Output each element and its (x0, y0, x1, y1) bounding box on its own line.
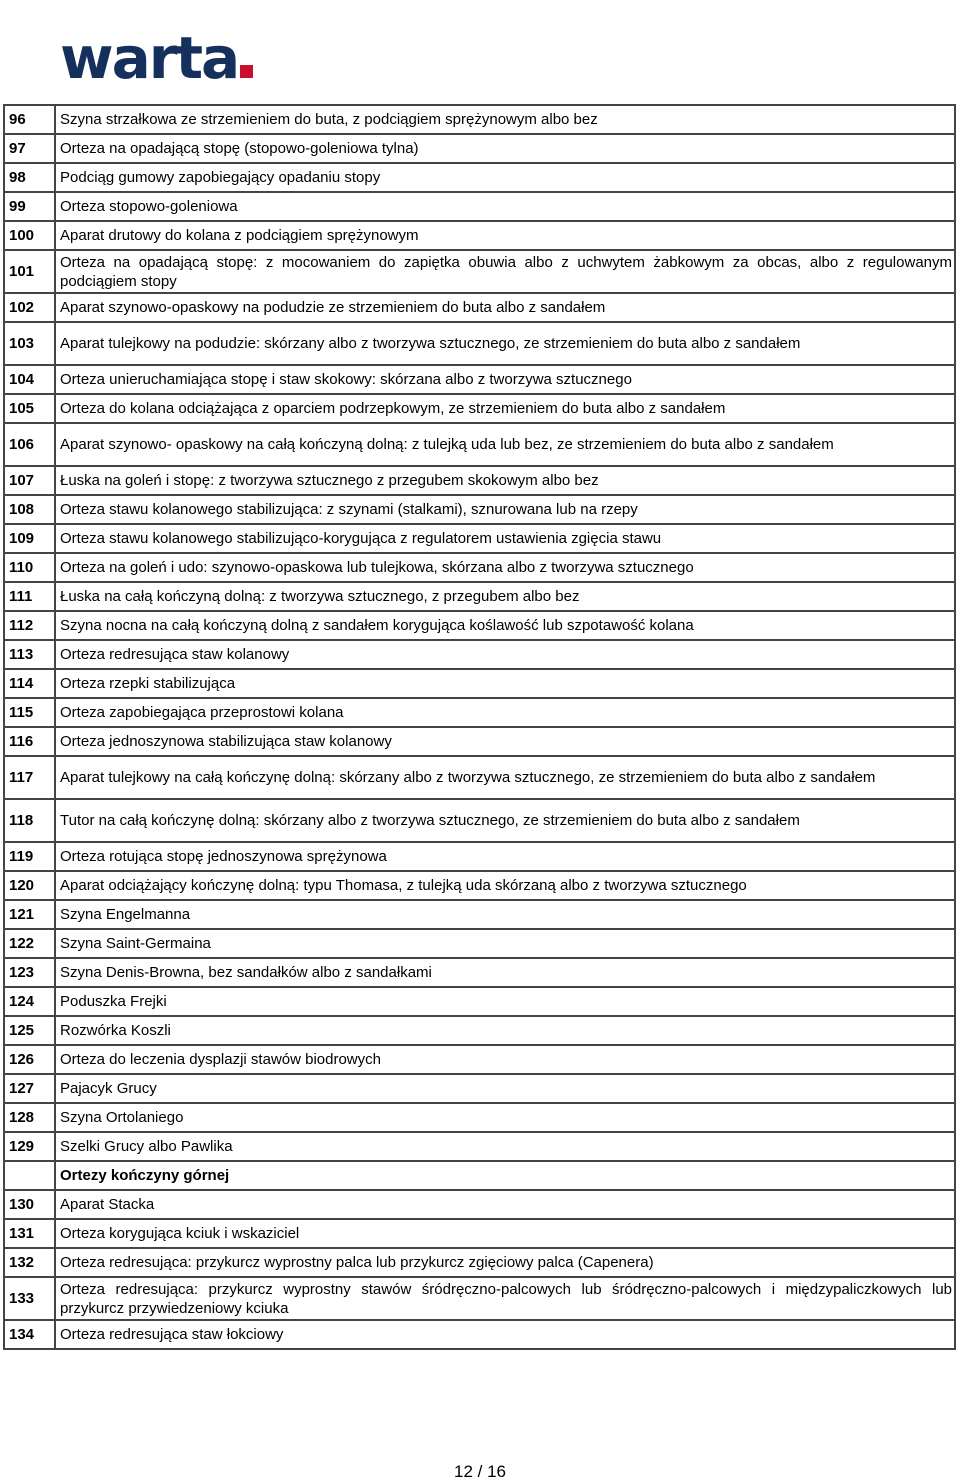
item-description: Orteza stopowo-goleniowa (55, 192, 955, 221)
item-number: 115 (4, 698, 55, 727)
table-row (4, 293, 955, 322)
item-description: Orteza stawu kolanowego stabilizująca: z szynami (stalkami), sznurowana lub na rzepy (55, 495, 955, 524)
table-row (4, 958, 955, 987)
table-row (4, 423, 955, 466)
logo-accent-square (240, 65, 253, 78)
table-row (4, 1103, 955, 1132)
item-description: Orteza zapobiegająca przeprostowi kolana (55, 698, 955, 727)
table-row (4, 466, 955, 495)
item-number: 120 (4, 871, 55, 900)
item-description: Łuska na całą kończyną dolną: z tworzywa sztucznego, z przegubem albo bez (55, 582, 955, 611)
table-row (4, 192, 955, 221)
item-number: 118 (4, 799, 55, 842)
table-row (4, 1320, 955, 1349)
item-description: Orteza korygująca kciuk i wskaziciel (55, 1219, 955, 1248)
item-number: 110 (4, 553, 55, 582)
item-number: 99 (4, 192, 55, 221)
item-number: 126 (4, 1045, 55, 1074)
item-number: 98 (4, 163, 55, 192)
item-description: Szyna Ortolaniego (55, 1103, 955, 1132)
item-number: 128 (4, 1103, 55, 1132)
item-description: Orteza na opadającą stopę: z mocowaniem do zapiętka obuwia albo z uchwytem żabkowym za obcas, albo z regulowanym podciągiem stopy (55, 250, 955, 293)
section-title: Ortezy kończyny górnej (55, 1161, 955, 1190)
table-row (4, 553, 955, 582)
item-number: 108 (4, 495, 55, 524)
page-number: 12 / 16 (454, 1462, 506, 1481)
item-number: 129 (4, 1132, 55, 1161)
item-number: 121 (4, 900, 55, 929)
table-row (4, 250, 955, 293)
table-row (4, 727, 955, 756)
item-number: 134 (4, 1320, 55, 1349)
item-number: 105 (4, 394, 55, 423)
item-description: Aparat drutowy do kolana z podciągiem sprężynowym (55, 221, 955, 250)
item-description: Orteza redresująca: przykurcz wyprostny palca lub przykurcz zgięciowy palca (Capenera) (55, 1248, 955, 1277)
table-row (4, 871, 955, 900)
item-number: 122 (4, 929, 55, 958)
item-number: 117 (4, 756, 55, 799)
table-row (4, 1190, 955, 1219)
item-number: 127 (4, 1074, 55, 1103)
item-number: 132 (4, 1248, 55, 1277)
table-row (4, 756, 955, 799)
table-row (4, 105, 955, 134)
item-number: 96 (4, 105, 55, 134)
item-number: 116 (4, 727, 55, 756)
item-description: Orteza stawu kolanowego stabilizująco-korygująca z regulatorem ustawienia zgięcia stawu (55, 524, 955, 553)
item-description: Orteza jednoszynowa stabilizująca staw kolanowy (55, 727, 955, 756)
item-description: Szyna Saint-Germaina (55, 929, 955, 958)
table-body (4, 105, 955, 1349)
item-number (4, 1161, 55, 1190)
item-number: 124 (4, 987, 55, 1016)
item-description: Podciąg gumowy zapobiegający opadaniu stopy (55, 163, 955, 192)
item-number: 100 (4, 221, 55, 250)
item-description: Aparat szynowo- opaskowy na całą kończyną dolną: z tulejką uda lub bez, ze strzemieniem do buta albo z sandałem (55, 423, 955, 466)
table-row (4, 365, 955, 394)
table-row (4, 1277, 955, 1320)
item-number: 109 (4, 524, 55, 553)
orthoses-table (3, 104, 956, 1350)
item-number: 133 (4, 1277, 55, 1320)
item-description: Orteza redresująca staw łokciowy (55, 1320, 955, 1349)
table-row (4, 669, 955, 698)
item-description: Aparat szynowo-opaskowy na podudzie ze strzemieniem do buta albo z sandałem (55, 293, 955, 322)
item-description: Szyna Engelmanna (55, 900, 955, 929)
table-row (4, 163, 955, 192)
item-number: 114 (4, 669, 55, 698)
item-description: Orteza redresująca staw kolanowy (55, 640, 955, 669)
table-row (4, 582, 955, 611)
table-row (4, 987, 955, 1016)
section-header-row (4, 1161, 955, 1190)
warta-logo (60, 24, 253, 92)
item-description: Szyna Denis-Browna, bez sandałków albo z sandałkami (55, 958, 955, 987)
item-description: Tutor na całą kończynę dolną: skórzany albo z tworzywa sztucznego, ze strzemieniem do buta albo z sandałem (55, 799, 955, 842)
item-description: Rozwórka Koszli (55, 1016, 955, 1045)
item-description: Orteza na goleń i udo: szynowo-opaskowa lub tulejkowa, skórzana albo z tworzywa sztucznego (55, 553, 955, 582)
item-description: Pajacyk Grucy (55, 1074, 955, 1103)
item-description: Aparat tulejkowy na podudzie: skórzany albo z tworzywa sztucznego, ze strzemieniem do buta albo z sandałem (55, 322, 955, 365)
item-number: 123 (4, 958, 55, 987)
item-description: Orteza do leczenia dysplazji stawów biodrowych (55, 1045, 955, 1074)
item-description: Orteza unieruchamiająca stopę i staw skokowy: skórzana albo z tworzywa sztucznego (55, 365, 955, 394)
table-row (4, 640, 955, 669)
table-row (4, 929, 955, 958)
table-row (4, 1132, 955, 1161)
item-description: Orteza redresująca: przykurcz wyprostny stawów śródręczno-palcowych lub śródręczno-palcowych i międzypaliczkowych lub przykurcz przywiedzeniowy kciuka (55, 1277, 955, 1320)
table-row (4, 322, 955, 365)
table-row (4, 495, 955, 524)
item-number: 104 (4, 365, 55, 394)
logo-wordmark: warta (60, 24, 239, 92)
item-description: Szyna strzałkowa ze strzemieniem do buta, z podciągiem sprężynowym albo bez (55, 105, 955, 134)
item-number: 101 (4, 250, 55, 293)
table-row (4, 900, 955, 929)
item-number: 107 (4, 466, 55, 495)
item-description: Aparat odciążający kończynę dolną: typu Thomasa, z tulejką uda skórzaną albo z tworzywa sztucznego (55, 871, 955, 900)
table-row (4, 799, 955, 842)
item-description: Orteza rotująca stopę jednoszynowa sprężynowa (55, 842, 955, 871)
item-description: Szyna nocna na całą kończyną dolną z sandałem korygująca koślawość lub szpotawość kolana (55, 611, 955, 640)
item-description: Aparat tulejkowy na całą kończynę dolną: skórzany albo z tworzywa sztucznego, ze strzemieniem do buta albo z sandałem (55, 756, 955, 799)
item-number: 112 (4, 611, 55, 640)
item-number: 106 (4, 423, 55, 466)
item-description: Szelki Grucy albo Pawlika (55, 1132, 955, 1161)
item-number: 131 (4, 1219, 55, 1248)
item-number: 103 (4, 322, 55, 365)
item-number: 125 (4, 1016, 55, 1045)
item-description: Łuska na goleń i stopę: z tworzywa sztucznego z przegubem skokowym albo bez (55, 466, 955, 495)
table-row (4, 524, 955, 553)
table-row (4, 1074, 955, 1103)
table-row (4, 221, 955, 250)
table-row (4, 1219, 955, 1248)
table-row (4, 611, 955, 640)
item-number: 111 (4, 582, 55, 611)
table-row (4, 394, 955, 423)
table-row (4, 1045, 955, 1074)
table-row (4, 842, 955, 871)
item-description: Orteza rzepki stabilizująca (55, 669, 955, 698)
table-row (4, 1016, 955, 1045)
table-row (4, 134, 955, 163)
item-description: Orteza do kolana odciążająca z oparciem podrzepkowym, ze strzemieniem do buta albo z sandałem (55, 394, 955, 423)
item-number: 97 (4, 134, 55, 163)
item-description: Aparat Stacka (55, 1190, 955, 1219)
item-description: Orteza na opadającą stopę (stopowo-goleniowa tylna) (55, 134, 955, 163)
table-row (4, 698, 955, 727)
item-number: 102 (4, 293, 55, 322)
table-row (4, 1248, 955, 1277)
item-description: Poduszka Frejki (55, 987, 955, 1016)
item-number: 113 (4, 640, 55, 669)
item-number: 130 (4, 1190, 55, 1219)
item-number: 119 (4, 842, 55, 871)
